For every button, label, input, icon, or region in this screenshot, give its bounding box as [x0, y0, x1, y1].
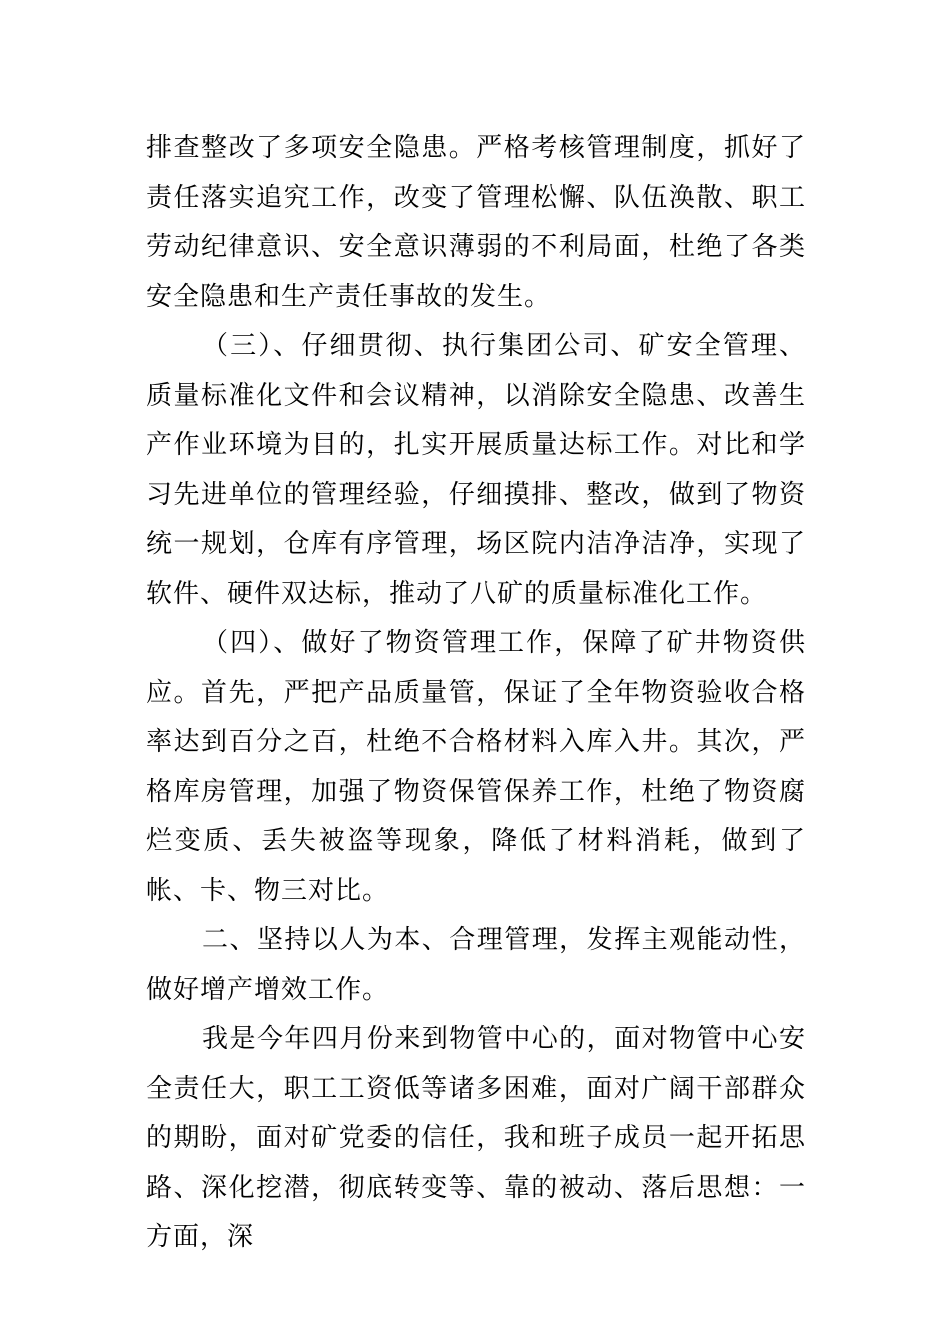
paragraph-personal-statement: 我是今年四月份来到物管中心的，面对物管中心安全责任大，职工工资低等诸多困难，面对广阔干部群众的期盼，面对矿党委的信任，我和班子成员一起开拓思路、深化挖潜，彻底转变等、靠的被动、落后思想：一方面，深 [146, 1024, 806, 1252]
paragraph-section-three: （三）、仔细贯彻、执行集团公司、矿安全管理、质量标准化文件和会议精神，以消除安全隐患、改善生产作业环境为目的，扎实开展质量达标工作。对比和学习先进单位的管理经验，仔细摸排、整改，做到了物资统一规划，仓库有序管理，场区院内洁净洁净，实现了软件、硬件双达标，推动了八矿的质量标准化工作。 [146, 331, 806, 609]
section-heading-two: 二、坚持以人为本、合理管理，发挥主观能动性，做好增产增效工作。 [146, 925, 806, 1005]
document-body [146, 124, 806, 1263]
paragraph-section-four: （四）、做好了物资管理工作，保障了矿井物资供应。首先，严把产品质量管，保证了全年物资验收合格率达到百分之百，杜绝不合格材料入库入井。其次，严格库房管理，加强了物资保管保养工作，杜绝了物资腐烂变质、丢失被盗等现象，降低了材料消耗，做到了帐、卡、物三对比。 [146, 628, 806, 906]
paragraph-continuation: 排查整改了多项安全隐患。严格考核管理制度，抓好了责任落实追究工作，改变了管理松懈、队伍涣散、职工劳动纪律意识、安全意识薄弱的不利局面，杜绝了各类安全隐患和生产责任事故的发生。 [146, 133, 806, 312]
